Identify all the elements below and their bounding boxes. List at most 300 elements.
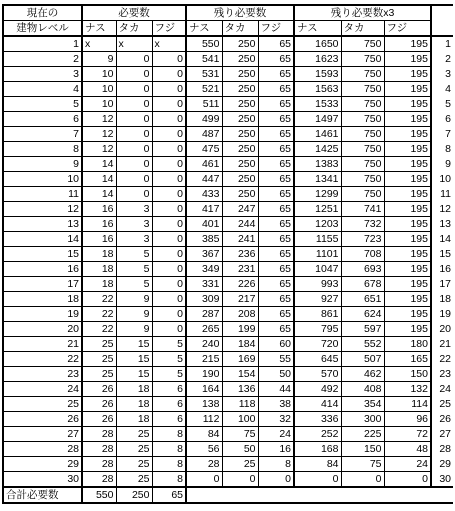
remaining-taka-cell: 250 bbox=[222, 127, 258, 142]
remaining-nasu-cell: 541 bbox=[186, 52, 222, 67]
required-fuji-cell: 6 bbox=[152, 397, 186, 412]
remaining-taka-cell: 250 bbox=[222, 82, 258, 97]
required-fuji-cell: 0 bbox=[152, 202, 186, 217]
required-nasu-cell: 18 bbox=[82, 262, 116, 277]
required-taka-cell: x bbox=[116, 36, 152, 52]
remaining-nasu-cell: 112 bbox=[186, 412, 222, 427]
remaining-x3-taka-cell: 507 bbox=[341, 352, 384, 367]
remaining-nasu-cell: 550 bbox=[186, 36, 222, 52]
level-cell: 16 bbox=[3, 262, 82, 277]
remaining-fuji-cell: 32 bbox=[258, 412, 294, 427]
remaining-x3-fuji-cell: 0 bbox=[384, 472, 431, 488]
remaining-x3-fuji-cell: 132 bbox=[384, 382, 431, 397]
required-taka-cell: 25 bbox=[116, 457, 152, 472]
remaining-nasu-cell: 138 bbox=[186, 397, 222, 412]
remaining-fuji-cell: 65 bbox=[258, 277, 294, 292]
remaining-nasu-cell: 487 bbox=[186, 127, 222, 142]
remaining-x3-fuji-cell: 195 bbox=[384, 97, 431, 112]
remaining-x3-fuji-cell: 195 bbox=[384, 36, 431, 52]
table-row bbox=[3, 352, 453, 367]
remaining-fuji-cell: 44 bbox=[258, 382, 294, 397]
side-row-number: 20 bbox=[439, 323, 451, 335]
required-nasu-cell: x bbox=[82, 36, 116, 52]
remaining-x3-nasu-cell: 1101 bbox=[294, 247, 341, 262]
remaining-taka-cell: 236 bbox=[222, 247, 258, 262]
required-fuji-cell: 6 bbox=[152, 412, 186, 427]
remaining-x3-taka-cell: 741 bbox=[341, 202, 384, 217]
col-header-taka: タカ bbox=[222, 21, 258, 37]
level-cell: 10 bbox=[3, 172, 82, 187]
required-nasu-cell: 22 bbox=[82, 322, 116, 337]
remaining-fuji-cell: 60 bbox=[258, 337, 294, 352]
col-header-fuji: フジ bbox=[384, 21, 431, 37]
remaining-x3-nasu-cell: 993 bbox=[294, 277, 341, 292]
level-cell: 23 bbox=[3, 367, 82, 382]
side-row-number: 27 bbox=[439, 428, 451, 440]
level-cell: 24 bbox=[3, 382, 82, 397]
side-row-number: 6 bbox=[445, 113, 451, 125]
level-cell: 7 bbox=[3, 127, 82, 142]
table-row bbox=[3, 172, 453, 187]
remaining-x3-nasu-cell: 1155 bbox=[294, 232, 341, 247]
remaining-nasu-cell: 215 bbox=[186, 352, 222, 367]
required-taka-cell: 18 bbox=[116, 412, 152, 427]
header-row-1 bbox=[3, 5, 453, 21]
remaining-x3-nasu-cell: 1650 bbox=[294, 36, 341, 52]
col-header-fuji: フジ bbox=[152, 21, 186, 37]
remaining-x3-fuji-cell: 195 bbox=[384, 202, 431, 217]
required-fuji-cell: 0 bbox=[152, 142, 186, 157]
required-taka-cell: 5 bbox=[116, 247, 152, 262]
side-row-number: 26 bbox=[439, 413, 451, 425]
remaining-taka-cell: 250 bbox=[222, 172, 258, 187]
required-taka-cell: 0 bbox=[116, 157, 152, 172]
level-cell: 9 bbox=[3, 157, 82, 172]
remaining-fuji-cell: 8 bbox=[258, 457, 294, 472]
remaining-taka-cell: 118 bbox=[222, 397, 258, 412]
table-row bbox=[3, 427, 453, 442]
required-nasu-cell: 18 bbox=[82, 277, 116, 292]
remaining-fuji-cell: 65 bbox=[258, 187, 294, 202]
level-cell: 14 bbox=[3, 232, 82, 247]
side-row-number: 15 bbox=[439, 248, 451, 260]
remaining-nasu-cell: 190 bbox=[186, 367, 222, 382]
remaining-taka-cell: 250 bbox=[222, 157, 258, 172]
remaining-x3-fuji-cell: 195 bbox=[384, 172, 431, 187]
remaining-x3-section-header: 残り必要数x3 bbox=[294, 5, 431, 21]
remaining-fuji-cell: 24 bbox=[258, 427, 294, 442]
remaining-x3-taka-cell: 354 bbox=[341, 397, 384, 412]
required-taka-cell: 0 bbox=[116, 172, 152, 187]
remaining-nasu-cell: 433 bbox=[186, 187, 222, 202]
required-fuji-cell: 8 bbox=[152, 427, 186, 442]
remaining-x3-taka-cell: 552 bbox=[341, 337, 384, 352]
remaining-x3-nasu-cell: 1203 bbox=[294, 217, 341, 232]
level-cell: 13 bbox=[3, 217, 82, 232]
required-taka-cell: 0 bbox=[116, 67, 152, 82]
remaining-x3-nasu-cell: 1299 bbox=[294, 187, 341, 202]
table-row bbox=[3, 36, 453, 52]
remaining-x3-nasu-cell: 1341 bbox=[294, 172, 341, 187]
remaining-nasu-cell: 475 bbox=[186, 142, 222, 157]
table-row bbox=[3, 157, 453, 172]
required-taka-cell: 25 bbox=[116, 472, 152, 488]
required-nasu-cell: 22 bbox=[82, 307, 116, 322]
side-row-number: 7 bbox=[445, 128, 451, 140]
remaining-x3-nasu-cell: 1383 bbox=[294, 157, 341, 172]
remaining-x3-fuji-cell: 195 bbox=[384, 187, 431, 202]
spreadsheet-table bbox=[2, 4, 453, 504]
required-nasu-cell: 25 bbox=[82, 352, 116, 367]
remaining-x3-taka-cell: 75 bbox=[341, 457, 384, 472]
table-row bbox=[3, 367, 453, 382]
table-row bbox=[3, 127, 453, 142]
required-taka-cell: 18 bbox=[116, 397, 152, 412]
remaining-x3-taka-cell: 693 bbox=[341, 262, 384, 277]
table-row bbox=[3, 217, 453, 232]
remaining-x3-nasu-cell: 570 bbox=[294, 367, 341, 382]
remaining-fuji-cell: 50 bbox=[258, 367, 294, 382]
remaining-x3-nasu-cell: 414 bbox=[294, 397, 341, 412]
remaining-x3-nasu-cell: 861 bbox=[294, 307, 341, 322]
total-row bbox=[3, 487, 453, 503]
table-row bbox=[3, 442, 453, 457]
remaining-x3-nasu-cell: 1047 bbox=[294, 262, 341, 277]
remaining-fuji-cell: 65 bbox=[258, 97, 294, 112]
total-label: 合計必要数 bbox=[3, 487, 82, 503]
table-row bbox=[3, 262, 453, 277]
total-nasu: 550 bbox=[82, 487, 116, 503]
side-row-number: 13 bbox=[439, 218, 451, 230]
remaining-taka-cell: 154 bbox=[222, 367, 258, 382]
required-nasu-cell: 25 bbox=[82, 367, 116, 382]
table-row bbox=[3, 397, 453, 412]
level-header-line1: 現在の bbox=[3, 5, 82, 21]
remaining-x3-taka-cell: 225 bbox=[341, 427, 384, 442]
remaining-nasu-cell: 511 bbox=[186, 97, 222, 112]
required-fuji-cell: x bbox=[152, 36, 186, 52]
col-header-nasu: ナス bbox=[82, 21, 116, 37]
remaining-fuji-cell: 65 bbox=[258, 142, 294, 157]
remaining-x3-fuji-cell: 165 bbox=[384, 352, 431, 367]
required-taka-cell: 0 bbox=[116, 97, 152, 112]
remaining-x3-nasu-cell: 1593 bbox=[294, 67, 341, 82]
remaining-fuji-cell: 65 bbox=[258, 52, 294, 67]
level-cell: 30 bbox=[3, 472, 82, 488]
col-header-nasu: ナス bbox=[294, 21, 341, 37]
remaining-nasu-cell: 265 bbox=[186, 322, 222, 337]
side-row-number: 16 bbox=[439, 263, 451, 275]
required-taka-cell: 25 bbox=[116, 427, 152, 442]
required-fuji-cell: 5 bbox=[152, 337, 186, 352]
remaining-x3-fuji-cell: 195 bbox=[384, 112, 431, 127]
remaining-x3-nasu-cell: 1251 bbox=[294, 202, 341, 217]
required-fuji-cell: 8 bbox=[152, 457, 186, 472]
level-cell: 21 bbox=[3, 337, 82, 352]
required-nasu-cell: 16 bbox=[82, 232, 116, 247]
remaining-section-header: 残り必要数 bbox=[186, 5, 294, 21]
required-nasu-cell: 26 bbox=[82, 382, 116, 397]
required-fuji-cell: 0 bbox=[152, 82, 186, 97]
required-fuji-cell: 0 bbox=[152, 247, 186, 262]
required-nasu-cell: 28 bbox=[82, 457, 116, 472]
side-header-blank bbox=[431, 21, 453, 37]
remaining-taka-cell: 250 bbox=[222, 67, 258, 82]
remaining-taka-cell: 250 bbox=[222, 187, 258, 202]
remaining-fuji-cell: 65 bbox=[258, 262, 294, 277]
remaining-x3-nasu-cell: 1497 bbox=[294, 112, 341, 127]
remaining-taka-cell: 250 bbox=[222, 52, 258, 67]
remaining-taka-cell: 100 bbox=[222, 412, 258, 427]
level-cell: 4 bbox=[3, 82, 82, 97]
required-taka-cell: 0 bbox=[116, 187, 152, 202]
remaining-taka-cell: 75 bbox=[222, 427, 258, 442]
remaining-fuji-cell: 65 bbox=[258, 322, 294, 337]
required-taka-cell: 15 bbox=[116, 337, 152, 352]
required-nasu-cell: 26 bbox=[82, 397, 116, 412]
required-nasu-cell: 10 bbox=[82, 67, 116, 82]
remaining-x3-taka-cell: 750 bbox=[341, 67, 384, 82]
required-fuji-cell: 6 bbox=[152, 382, 186, 397]
remaining-x3-nasu-cell: 336 bbox=[294, 412, 341, 427]
remaining-fuji-cell: 65 bbox=[258, 112, 294, 127]
remaining-nasu-cell: 84 bbox=[186, 427, 222, 442]
remaining-x3-taka-cell: 750 bbox=[341, 172, 384, 187]
remaining-fuji-cell: 65 bbox=[258, 202, 294, 217]
remaining-x3-fuji-cell: 195 bbox=[384, 127, 431, 142]
remaining-taka-cell: 25 bbox=[222, 457, 258, 472]
side-row-number: 17 bbox=[439, 278, 451, 290]
required-nasu-cell: 9 bbox=[82, 52, 116, 67]
required-nasu-cell: 28 bbox=[82, 472, 116, 488]
required-nasu-cell: 25 bbox=[82, 337, 116, 352]
level-header-line2: 建物レベル bbox=[3, 21, 82, 37]
remaining-fuji-cell: 65 bbox=[258, 67, 294, 82]
level-cell: 17 bbox=[3, 277, 82, 292]
required-nasu-cell: 18 bbox=[82, 247, 116, 262]
required-fuji-cell: 5 bbox=[152, 367, 186, 382]
required-nasu-cell: 28 bbox=[82, 442, 116, 457]
table-row bbox=[3, 472, 453, 488]
required-taka-cell: 15 bbox=[116, 352, 152, 367]
remaining-x3-nasu-cell: 927 bbox=[294, 292, 341, 307]
remaining-nasu-cell: 349 bbox=[186, 262, 222, 277]
required-fuji-cell: 0 bbox=[152, 112, 186, 127]
remaining-x3-fuji-cell: 195 bbox=[384, 277, 431, 292]
side-row-number: 9 bbox=[445, 158, 451, 170]
remaining-nasu-cell: 499 bbox=[186, 112, 222, 127]
level-cell: 27 bbox=[3, 427, 82, 442]
remaining-x3-nasu-cell: 0 bbox=[294, 472, 341, 488]
table-row bbox=[3, 247, 453, 262]
remaining-nasu-cell: 164 bbox=[186, 382, 222, 397]
side-row-number: 18 bbox=[439, 293, 451, 305]
remaining-fuji-cell: 65 bbox=[258, 292, 294, 307]
col-header-nasu: ナス bbox=[186, 21, 222, 37]
side-row-number: 5 bbox=[445, 98, 451, 110]
col-header-taka: タカ bbox=[116, 21, 152, 37]
side-row-number: 4 bbox=[445, 83, 451, 95]
remaining-x3-taka-cell: 0 bbox=[341, 472, 384, 488]
table-row bbox=[3, 322, 453, 337]
remaining-x3-fuji-cell: 195 bbox=[384, 142, 431, 157]
level-cell: 20 bbox=[3, 322, 82, 337]
remaining-taka-cell: 217 bbox=[222, 292, 258, 307]
side-row-number: 24 bbox=[439, 383, 451, 395]
remaining-x3-fuji-cell: 114 bbox=[384, 397, 431, 412]
level-cell: 12 bbox=[3, 202, 82, 217]
total-taka: 250 bbox=[116, 487, 152, 503]
remaining-x3-nasu-cell: 1425 bbox=[294, 142, 341, 157]
required-taka-cell: 5 bbox=[116, 262, 152, 277]
table-row bbox=[3, 187, 453, 202]
remaining-x3-taka-cell: 723 bbox=[341, 232, 384, 247]
required-nasu-cell: 12 bbox=[82, 142, 116, 157]
remaining-x3-taka-cell: 750 bbox=[341, 187, 384, 202]
required-fuji-cell: 0 bbox=[152, 232, 186, 247]
total-fuji: 65 bbox=[152, 487, 186, 503]
remaining-x3-fuji-cell: 195 bbox=[384, 217, 431, 232]
remaining-x3-taka-cell: 150 bbox=[341, 442, 384, 457]
level-cell: 29 bbox=[3, 457, 82, 472]
side-row-number: 22 bbox=[439, 353, 451, 365]
table-row bbox=[3, 67, 453, 82]
remaining-x3-nasu-cell: 645 bbox=[294, 352, 341, 367]
required-nasu-cell: 16 bbox=[82, 202, 116, 217]
required-taka-cell: 5 bbox=[116, 277, 152, 292]
total-blank bbox=[186, 487, 431, 503]
remaining-x3-nasu-cell: 795 bbox=[294, 322, 341, 337]
remaining-fuji-cell: 65 bbox=[258, 157, 294, 172]
remaining-x3-taka-cell: 708 bbox=[341, 247, 384, 262]
required-fuji-cell: 0 bbox=[152, 127, 186, 142]
remaining-taka-cell: 0 bbox=[222, 472, 258, 488]
level-cell: 28 bbox=[3, 442, 82, 457]
required-fuji-cell: 5 bbox=[152, 352, 186, 367]
required-fuji-cell: 0 bbox=[152, 172, 186, 187]
remaining-nasu-cell: 521 bbox=[186, 82, 222, 97]
required-fuji-cell: 0 bbox=[152, 187, 186, 202]
remaining-x3-fuji-cell: 48 bbox=[384, 442, 431, 457]
remaining-nasu-cell: 0 bbox=[186, 472, 222, 488]
required-taka-cell: 0 bbox=[116, 82, 152, 97]
side-row-number: 29 bbox=[439, 458, 451, 470]
remaining-fuji-cell: 65 bbox=[258, 247, 294, 262]
remaining-nasu-cell: 331 bbox=[186, 277, 222, 292]
required-fuji-cell: 0 bbox=[152, 307, 186, 322]
table-row bbox=[3, 307, 453, 322]
required-nasu-cell: 28 bbox=[82, 427, 116, 442]
level-cell: 3 bbox=[3, 67, 82, 82]
required-fuji-cell: 8 bbox=[152, 472, 186, 488]
remaining-x3-taka-cell: 651 bbox=[341, 292, 384, 307]
required-fuji-cell: 0 bbox=[152, 292, 186, 307]
remaining-x3-fuji-cell: 195 bbox=[384, 307, 431, 322]
level-cell: 19 bbox=[3, 307, 82, 322]
side-row-number: 2 bbox=[445, 53, 451, 65]
level-cell: 26 bbox=[3, 412, 82, 427]
level-cell: 6 bbox=[3, 112, 82, 127]
required-nasu-cell: 12 bbox=[82, 112, 116, 127]
remaining-nasu-cell: 367 bbox=[186, 247, 222, 262]
remaining-x3-fuji-cell: 195 bbox=[384, 322, 431, 337]
col-header-taka: タカ bbox=[341, 21, 384, 37]
remaining-fuji-cell: 65 bbox=[258, 172, 294, 187]
remaining-x3-fuji-cell: 195 bbox=[384, 52, 431, 67]
remaining-x3-nasu-cell: 1461 bbox=[294, 127, 341, 142]
level-cell: 2 bbox=[3, 52, 82, 67]
remaining-x3-fuji-cell: 195 bbox=[384, 262, 431, 277]
required-taka-cell: 0 bbox=[116, 142, 152, 157]
level-cell: 1 bbox=[3, 36, 82, 52]
required-nasu-cell: 10 bbox=[82, 82, 116, 97]
remaining-x3-fuji-cell: 72 bbox=[384, 427, 431, 442]
remaining-x3-taka-cell: 732 bbox=[341, 217, 384, 232]
remaining-taka-cell: 250 bbox=[222, 97, 258, 112]
required-section-header: 必要数 bbox=[82, 5, 186, 21]
side-header-blank bbox=[431, 5, 453, 21]
remaining-nasu-cell: 417 bbox=[186, 202, 222, 217]
remaining-x3-nasu-cell: 84 bbox=[294, 457, 341, 472]
level-cell: 8 bbox=[3, 142, 82, 157]
required-taka-cell: 3 bbox=[116, 232, 152, 247]
required-fuji-cell: 0 bbox=[152, 277, 186, 292]
level-cell: 18 bbox=[3, 292, 82, 307]
side-blank bbox=[431, 487, 453, 503]
table-row bbox=[3, 142, 453, 157]
remaining-nasu-cell: 401 bbox=[186, 217, 222, 232]
remaining-fuji-cell: 55 bbox=[258, 352, 294, 367]
level-cell: 15 bbox=[3, 247, 82, 262]
remaining-taka-cell: 208 bbox=[222, 307, 258, 322]
remaining-taka-cell: 199 bbox=[222, 322, 258, 337]
remaining-x3-fuji-cell: 24 bbox=[384, 457, 431, 472]
level-cell: 5 bbox=[3, 97, 82, 112]
required-nasu-cell: 14 bbox=[82, 187, 116, 202]
remaining-x3-fuji-cell: 96 bbox=[384, 412, 431, 427]
required-nasu-cell: 26 bbox=[82, 412, 116, 427]
level-cell: 11 bbox=[3, 187, 82, 202]
remaining-fuji-cell: 38 bbox=[258, 397, 294, 412]
level-cell: 22 bbox=[3, 352, 82, 367]
remaining-x3-taka-cell: 750 bbox=[341, 36, 384, 52]
remaining-x3-taka-cell: 750 bbox=[341, 157, 384, 172]
required-nasu-cell: 14 bbox=[82, 157, 116, 172]
required-fuji-cell: 8 bbox=[152, 442, 186, 457]
required-nasu-cell: 12 bbox=[82, 127, 116, 142]
remaining-x3-nasu-cell: 252 bbox=[294, 427, 341, 442]
remaining-nasu-cell: 461 bbox=[186, 157, 222, 172]
required-taka-cell: 3 bbox=[116, 217, 152, 232]
table-row bbox=[3, 457, 453, 472]
remaining-x3-fuji-cell: 195 bbox=[384, 82, 431, 97]
remaining-taka-cell: 247 bbox=[222, 202, 258, 217]
remaining-taka-cell: 169 bbox=[222, 352, 258, 367]
remaining-x3-fuji-cell: 150 bbox=[384, 367, 431, 382]
side-row-number: 10 bbox=[439, 173, 451, 185]
side-row-number: 21 bbox=[439, 338, 451, 350]
required-taka-cell: 9 bbox=[116, 307, 152, 322]
level-cell: 25 bbox=[3, 397, 82, 412]
remaining-x3-taka-cell: 750 bbox=[341, 142, 384, 157]
remaining-fuji-cell: 16 bbox=[258, 442, 294, 457]
table-row bbox=[3, 232, 453, 247]
required-fuji-cell: 0 bbox=[152, 157, 186, 172]
remaining-fuji-cell: 65 bbox=[258, 307, 294, 322]
required-taka-cell: 3 bbox=[116, 202, 152, 217]
table-row bbox=[3, 292, 453, 307]
remaining-taka-cell: 184 bbox=[222, 337, 258, 352]
